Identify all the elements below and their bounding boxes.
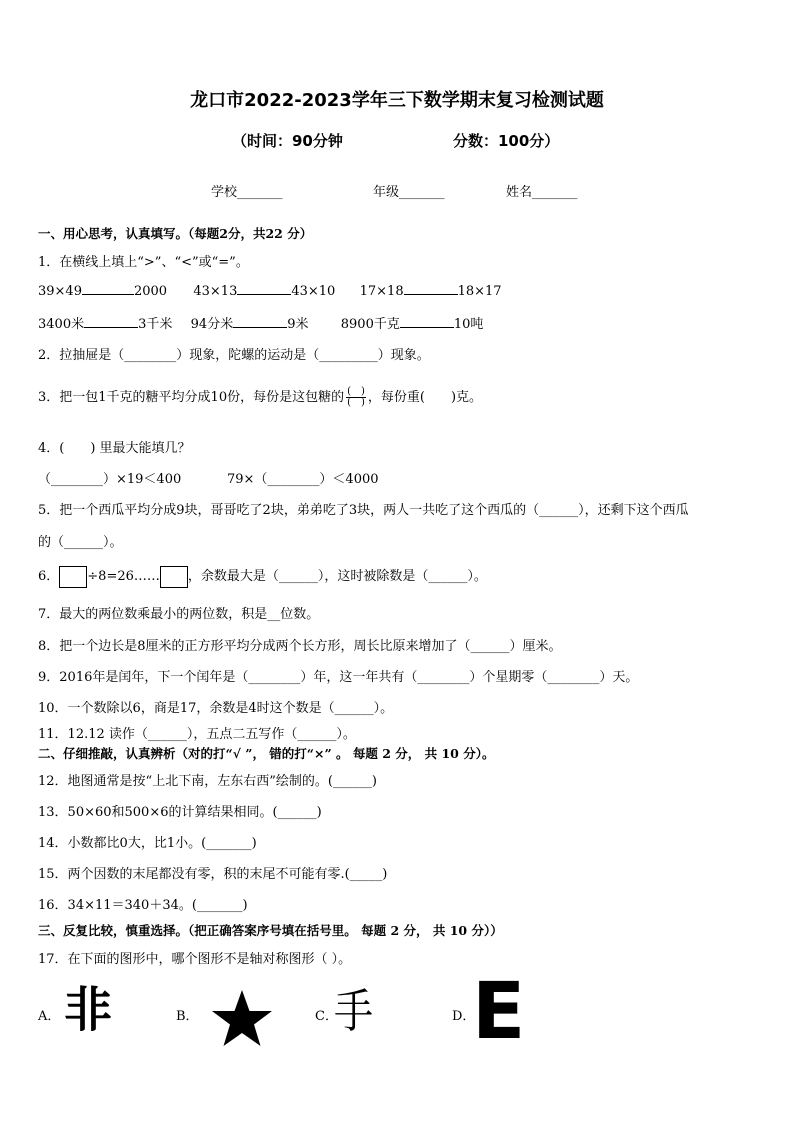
question-15: 15．两个因数的末尾都没有零，积的末尾不可能有零.(_____) <box>38 867 388 882</box>
option-a-label: A． <box>38 1009 61 1024</box>
section-1-heading: 一、用心思考，认真填写。（每题2分，共22 分） <box>38 226 313 241</box>
question-4: 4．( ) 里最大能填几？ <box>38 441 191 456</box>
question-4-a: （________）×19＜400 <box>38 472 182 487</box>
expr: 43×13 <box>193 284 238 299</box>
question-9: 9．2016年是闰年，下一个闰年是（________）年，这一年共有（________）个星期零（________）天。 <box>38 670 639 685</box>
name-field: 姓名_______ <box>506 185 578 200</box>
page-title: 龙口市2022-2023学年三下数学期末复习检测试题 <box>190 90 604 111</box>
question-6 <box>38 565 487 588</box>
question-7: 7．最大的两位数乘最小的两位数，积是__位数。 <box>38 607 320 622</box>
fraction <box>346 387 366 408</box>
exam-score: 分数：100分） <box>453 132 560 150</box>
expr: 9米 <box>287 317 309 332</box>
expr: 10吨 <box>453 317 484 332</box>
answer-blank[interactable] <box>84 315 138 328</box>
question-11: 11．12.12 读作（______），五点二五写作（______）。 <box>38 727 356 742</box>
expr: 2000 <box>133 284 168 299</box>
question-1: 1．在横线上填上“>”、“<”或“=”。 <box>38 255 249 270</box>
school-field: 学校_______ <box>211 185 283 200</box>
question-13: 13．50×60和500×6的计算结果相同。(______) <box>38 805 322 820</box>
option-d-label: D． <box>452 1009 476 1024</box>
option-c-glyph: 手 <box>334 984 374 1038</box>
star-icon <box>210 988 274 1048</box>
option-a-glyph: 非 <box>64 982 113 1038</box>
expr: 8900千克 <box>340 317 400 332</box>
fraction-denominator: ( ) <box>347 397 365 408</box>
expr: 3千米 <box>138 317 173 332</box>
option-d-glyph: E <box>472 967 526 1057</box>
question-1-row-1 <box>38 282 502 299</box>
question-6-number: 6． <box>38 569 60 584</box>
option-c-label: C． <box>315 1009 338 1024</box>
question-14: 14．小数都比0大，比1小。(_______) <box>38 836 257 851</box>
option-b-label: B． <box>176 1009 199 1024</box>
question-3 <box>38 386 482 408</box>
question-17: 17．在下面的图形中，哪个图形不是轴对称图形（ ）。 <box>38 952 352 967</box>
question-5-line-1: 5．把一个西瓜平均分成9块，哥哥吃了2块，弟弟吃了3块，两人一共吃了这个西瓜的（______），还剩下这个西瓜 <box>38 503 689 518</box>
answer-blank[interactable] <box>400 315 454 328</box>
question-1-row-2 <box>38 313 483 332</box>
question-2: 2．拉抽屉是（________）现象，陀螺的运动是（_________）现象。 <box>38 348 430 363</box>
grade-field: 年级_______ <box>373 185 445 200</box>
answer-box[interactable] <box>59 566 87 588</box>
answer-blank[interactable] <box>233 315 287 328</box>
question-3-text: 3．把一包1千克的糖平均分成10份，每份是这包糖的 <box>38 390 345 405</box>
question-5-line-2: 的（______）。 <box>38 535 123 550</box>
question-16: 16．34×11＝340＋34。(_______) <box>38 898 248 913</box>
question-6-expr: ÷8=26…… <box>87 569 160 584</box>
answer-blank[interactable] <box>237 282 291 295</box>
question-8: 8．把一个边长是8厘米的正方形平均分成两个长方形，周长比原来增加了（______）厘米。 <box>38 639 562 654</box>
answer-blank[interactable] <box>404 282 458 295</box>
expr: 3400米 <box>38 317 85 332</box>
answer-box[interactable] <box>160 566 188 588</box>
expr: 43×10 <box>291 284 336 299</box>
question-12: 12．地图通常是按“上北下南，左东右西”绘制的。(______) <box>38 774 377 789</box>
question-3-text-end: ，每份重( )克。 <box>367 390 483 405</box>
expr: 17×18 <box>359 284 404 299</box>
fraction-numerator: ( ) <box>347 386 365 397</box>
section-3-heading: 三、反复比较，慎重选择。（把正确答案序号填在括号里。 每题 2 分， 共 10 分）） <box>38 923 503 938</box>
expr: 94分米 <box>190 317 234 332</box>
exam-time: （时间：90分钟 <box>232 132 343 150</box>
expr: 18×17 <box>457 284 502 299</box>
question-10: 10．一个数除以6，商是17，余数是4时这个数是（______）。 <box>38 701 394 716</box>
section-2-heading: 二、仔细推敲，认真辨析（对的打“√ ”， 错的打“×” 。 每题 2 分， 共 10 分）。 <box>38 746 495 761</box>
answer-blank[interactable] <box>82 282 134 295</box>
question-4-b: 79×（________）＜4000 <box>227 472 379 487</box>
expr: 39×49 <box>38 284 82 299</box>
question-6-text: ，余数最大是（______），这时被除数是（______）。 <box>187 569 487 584</box>
